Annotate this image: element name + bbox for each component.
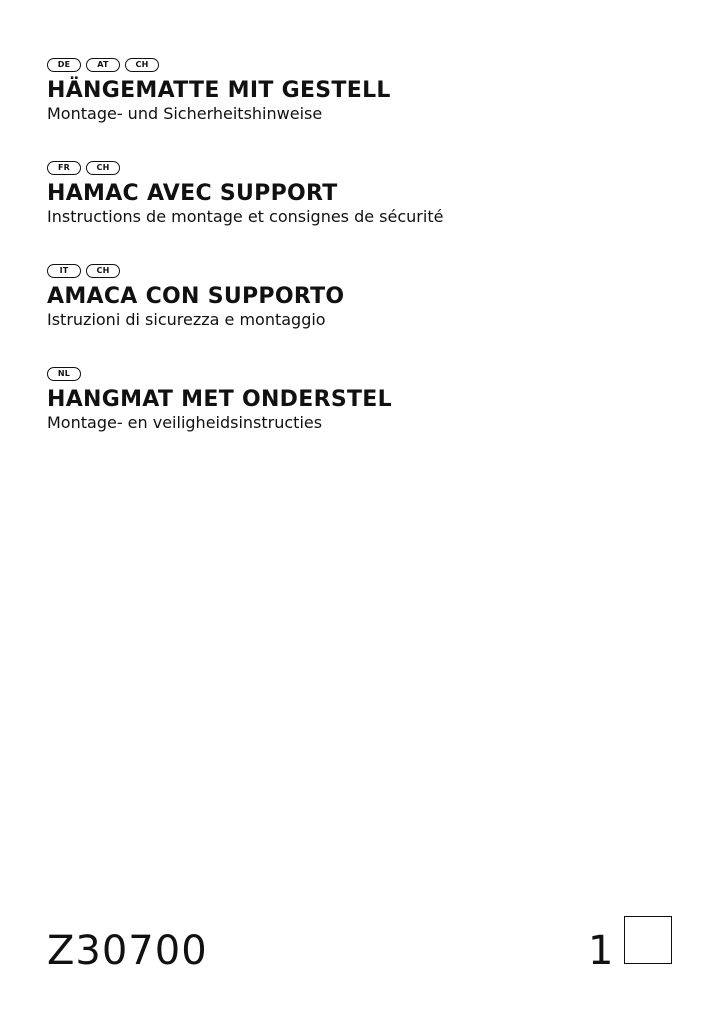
section-title: AMACA CON SUPPORTO [47, 284, 345, 309]
country-badge-ch: CH [86, 161, 120, 175]
country-badges [47, 58, 391, 72]
country-badges [47, 367, 392, 381]
country-badges [47, 161, 443, 175]
section-de [47, 58, 391, 124]
section-subtitle: Montage- en veiligheidsinstructies [47, 413, 323, 432]
page-number-box [624, 916, 672, 964]
section-title: HAMAC AVEC SUPPORT [47, 181, 338, 206]
country-badge-at: AT [86, 58, 120, 72]
section-title: HÄNGEMATTE MIT GESTELL [47, 78, 391, 103]
model-number: Z30700 [47, 928, 208, 974]
country-badge-ch: CH [86, 264, 120, 278]
section-subtitle: Montage- und Sicherheitshinweise [47, 104, 323, 123]
section-title: HANGMAT MET ONDERSTEL [47, 387, 392, 412]
section-nl [47, 367, 392, 433]
page-number: 1 [588, 928, 614, 974]
section-subtitle: Instructions de montage et consignes de sécurité [47, 207, 444, 226]
section-it [47, 264, 344, 330]
country-badge-ch: CH [125, 58, 159, 72]
country-badge-de: DE [47, 58, 81, 72]
country-badges [47, 264, 344, 278]
section-fr [47, 161, 443, 227]
section-subtitle: Istruzioni di sicurezza e montaggio [47, 310, 326, 329]
country-badge-nl: NL [47, 367, 81, 381]
country-badge-fr: FR [47, 161, 81, 175]
country-badge-it: IT [47, 264, 81, 278]
